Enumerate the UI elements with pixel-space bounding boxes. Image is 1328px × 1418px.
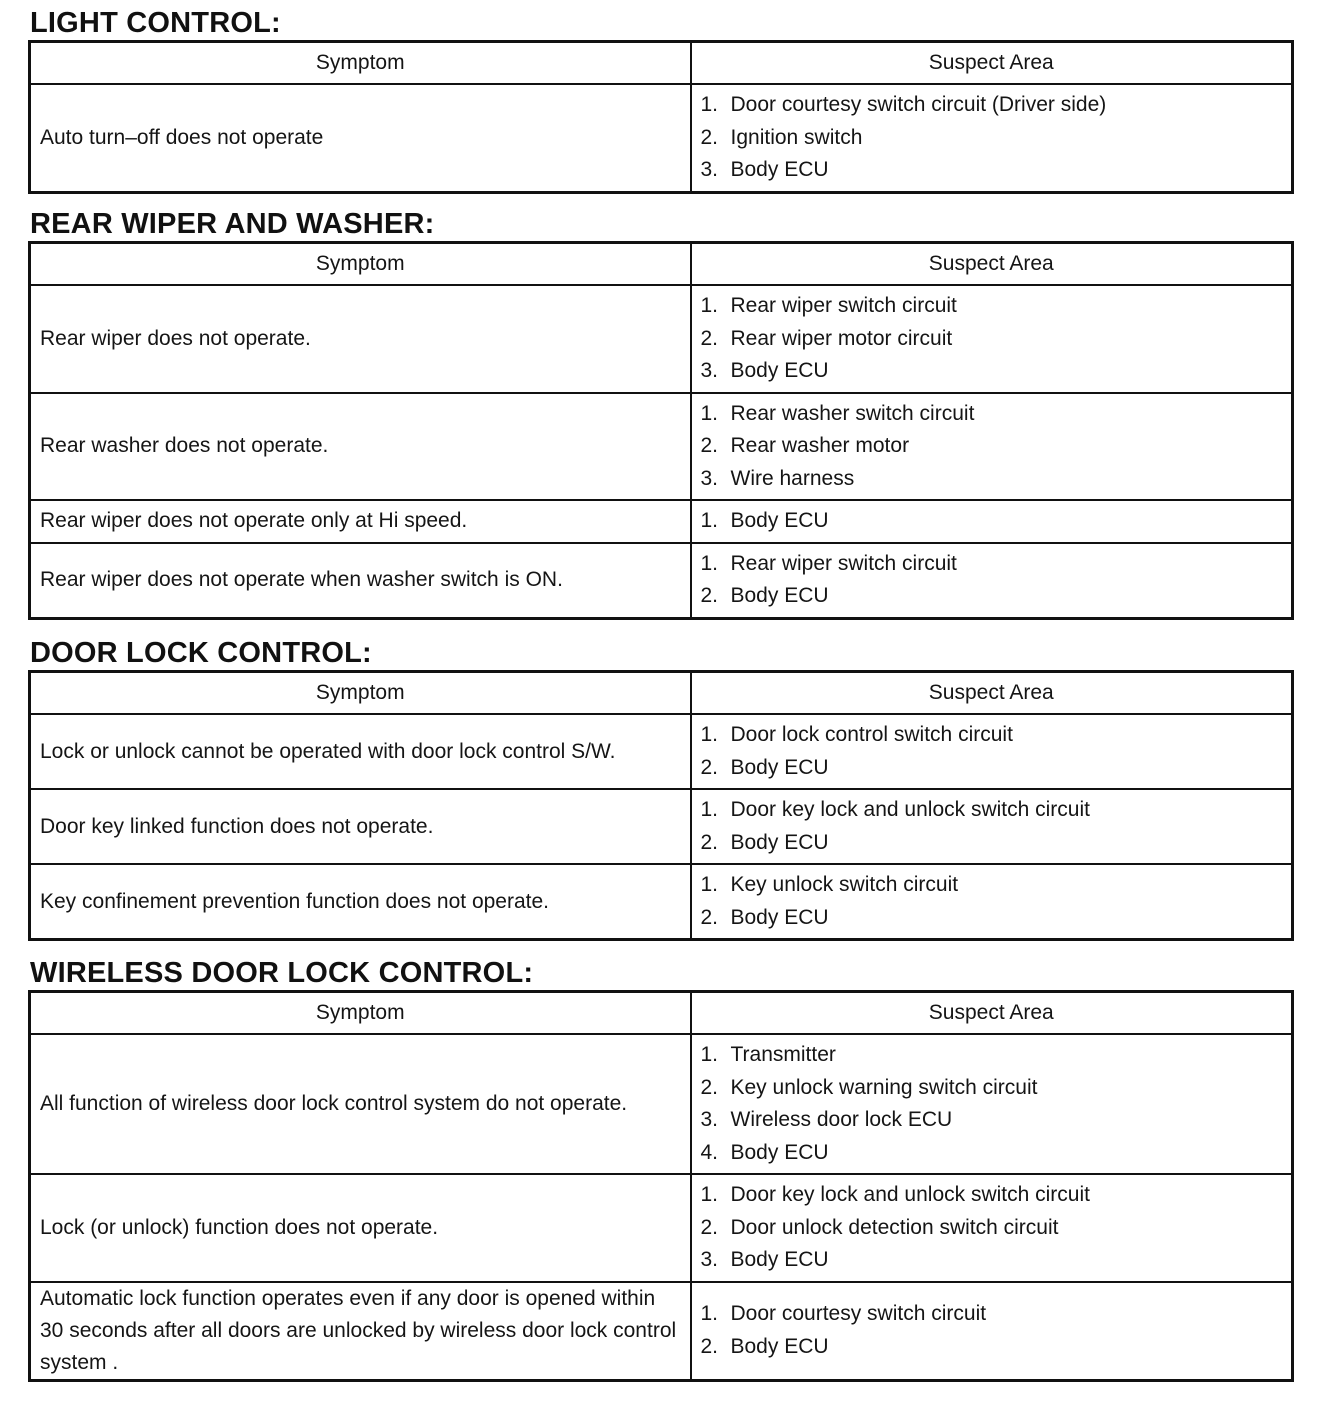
suspect-area-list [701,286,1292,392]
item-number: 1. [700,551,719,575]
table-row [30,789,1293,864]
section-title: DOOR LOCK CONTROL: [30,637,372,669]
symptom-cell: Lock (or unlock) function does not operate. [30,1174,691,1282]
symptom-column-header: Symptom [30,672,691,715]
suspect-area-item [701,505,1292,538]
suspect-area-text: Body ECU [730,905,829,929]
suspect-area-list [701,394,1292,500]
symptom-cell: Lock or unlock cannot be operated with door lock control S/W. [30,714,691,789]
suspect-area-list [701,544,1292,617]
item-number: 3. [700,1248,719,1271]
symptom-table [28,670,1294,941]
suspect-area-text: Door unlock detection switch circuit [730,1215,1059,1239]
item-number: 4. [700,1140,719,1164]
suspect-area-text: Body ECU [730,1140,829,1164]
symptom-table [28,40,1294,194]
suspect-area-item [701,902,1292,935]
symptom-cell: Rear washer does not operate. [30,393,691,501]
table-row [30,500,1293,543]
table-row [30,84,1293,192]
suspect-area-item [701,430,1292,463]
suspect-area-column-header: Suspect Area [691,243,1293,286]
suspect-area-text: Key unlock switch circuit [730,873,959,896]
suspect-area-item [701,154,1292,187]
table-row [30,1282,1293,1381]
table-header-row [30,42,1293,85]
symptom-table [28,990,1294,1382]
suspect-area-item [701,463,1292,496]
symptom-cell: Rear wiper does not operate. [30,285,691,393]
suspect-area-item [701,548,1292,581]
suspect-area-cell [691,543,1293,619]
symptom-column-header: Symptom [30,992,691,1035]
item-number: 2. [700,1075,719,1099]
item-number: 1. [700,1302,719,1325]
symptom-column-header: Symptom [30,42,691,85]
suspect-area-text: Key unlock warning switch circuit [730,1075,1038,1099]
symptom-cell: All function of wireless door lock control system do not operate. [30,1034,691,1174]
section-wireless-door-lock-control [28,956,1291,1382]
item-number: 2. [700,125,719,149]
symptom-table [28,241,1294,620]
table-row [30,543,1293,619]
suspect-area-text: Transmitter [730,1043,836,1066]
symptom-cell: Door key linked function does not operate. [30,789,691,864]
table-header-row [30,992,1293,1035]
suspect-area-item [701,290,1292,323]
suspect-area-column-header: Suspect Area [691,42,1293,85]
suspect-area-item [701,122,1292,155]
table-row [30,1034,1293,1174]
item-number: 2. [700,755,719,779]
item-number: 3. [700,359,719,382]
suspect-area-item [701,1039,1292,1072]
item-number: 2. [700,1334,719,1358]
suspect-area-column-header: Suspect Area [691,992,1293,1035]
suspect-area-item [701,1072,1292,1105]
item-number: 1. [700,1043,719,1066]
suspect-area-item [701,89,1292,122]
item-number: 1. [700,723,719,746]
suspect-area-list [701,715,1292,788]
table-row [30,1174,1293,1282]
suspect-area-item [701,1244,1292,1277]
suspect-area-text: Door courtesy switch circuit (Driver side) [730,93,1107,116]
item-number: 1. [700,401,719,425]
suspect-area-list [701,501,1292,542]
symptom-cell: Rear wiper does not operate when washer switch is ON. [30,543,691,619]
table-header-row [30,243,1293,286]
suspect-area-list [701,1175,1292,1281]
suspect-area-list [701,1035,1292,1173]
section-rear-wiper-and-washer [28,207,1291,620]
suspect-area-list [701,1294,1292,1367]
suspect-area-cell [691,285,1293,393]
suspect-area-cell [691,393,1293,501]
suspect-area-list [701,865,1292,938]
suspect-area-item [701,827,1292,860]
suspect-area-text: Body ECU [730,584,829,607]
item-number: 1. [700,873,719,896]
suspect-area-column-header: Suspect Area [691,672,1293,715]
suspect-area-cell [691,789,1293,864]
suspect-area-text: Body ECU [730,359,829,382]
item-number: 2. [700,1215,719,1239]
table-row [30,864,1293,940]
item-number: 3. [700,466,719,490]
suspect-area-cell [691,84,1293,192]
suspect-area-item [701,1104,1292,1137]
item-number: 3. [700,158,719,181]
suspect-area-text: Wireless door lock ECU [730,1108,953,1131]
item-number: 1. [700,294,719,317]
item-number: 1. [700,798,719,821]
suspect-area-list [701,85,1292,191]
table-row [30,393,1293,501]
item-number: 2. [700,584,719,607]
suspect-area-text: Body ECU [730,1334,829,1358]
item-number: 2. [700,905,719,929]
item-number: 2. [700,830,719,854]
suspect-area-item [701,1137,1292,1170]
section-light-control [28,6,1291,194]
suspect-area-item [701,580,1292,613]
item-number: 1. [700,509,719,532]
suspect-area-cell [691,1034,1293,1174]
suspect-area-item [701,1331,1292,1364]
suspect-area-item [701,323,1292,356]
suspect-area-item [701,869,1292,902]
suspect-area-item [701,752,1292,785]
suspect-area-item [701,719,1292,752]
section-title: LIGHT CONTROL: [30,7,281,39]
suspect-area-item [701,1212,1292,1245]
suspect-area-cell [691,714,1293,789]
suspect-area-text: Rear wiper motor circuit [730,326,953,350]
symptom-cell: Automatic lock function operates even if any door is opened within 30 seconds after all doors are unlocked by wireless door lock control system . [30,1282,691,1381]
suspect-area-item [701,1298,1292,1331]
suspect-area-text: Body ECU [730,158,829,181]
suspect-area-item [701,794,1292,827]
suspect-area-cell [691,864,1293,940]
suspect-area-text: Ignition switch [730,125,863,149]
suspect-area-cell [691,500,1293,543]
suspect-area-item [701,355,1292,388]
suspect-area-text: Rear wiper switch circuit [730,294,957,317]
section-title: WIRELESS DOOR LOCK CONTROL: [30,957,534,989]
suspect-area-item [701,1179,1292,1212]
suspect-area-text: Door key lock and unlock switch circuit [730,798,1090,821]
symptom-cell: Key confinement prevention function does not operate. [30,864,691,940]
suspect-area-text: Wire harness [730,466,855,490]
suspect-area-text: Door key lock and unlock switch circuit [730,1183,1090,1206]
table-header-row [30,672,1293,715]
suspect-area-text: Rear washer motor [730,434,910,457]
suspect-area-list [701,790,1292,863]
item-number: 3. [700,1108,719,1131]
suspect-area-item [701,398,1292,431]
suspect-area-cell [691,1282,1293,1381]
section-title: REAR WIPER AND WASHER: [30,208,435,240]
suspect-area-text: Rear washer switch circuit [730,401,975,425]
suspect-area-text: Body ECU [730,830,829,854]
symptom-cell: Auto turn–off does not operate [30,84,691,192]
suspect-area-text: Door lock control switch circuit [730,723,1013,746]
table-row [30,285,1293,393]
suspect-area-text: Door courtesy switch circuit [730,1302,987,1325]
suspect-area-text: Body ECU [730,1248,829,1271]
item-number: 2. [700,434,719,457]
suspect-area-text: Rear wiper switch circuit [730,551,957,575]
symptom-cell: Rear wiper does not operate only at Hi speed. [30,500,691,543]
item-number: 2. [700,326,719,350]
item-number: 1. [700,1183,719,1206]
suspect-area-text: Body ECU [730,755,829,779]
table-row [30,714,1293,789]
symptom-column-header: Symptom [30,243,691,286]
section-door-lock-control [28,636,1291,941]
item-number: 1. [700,93,719,116]
suspect-area-cell [691,1174,1293,1282]
suspect-area-text: Body ECU [730,509,829,532]
